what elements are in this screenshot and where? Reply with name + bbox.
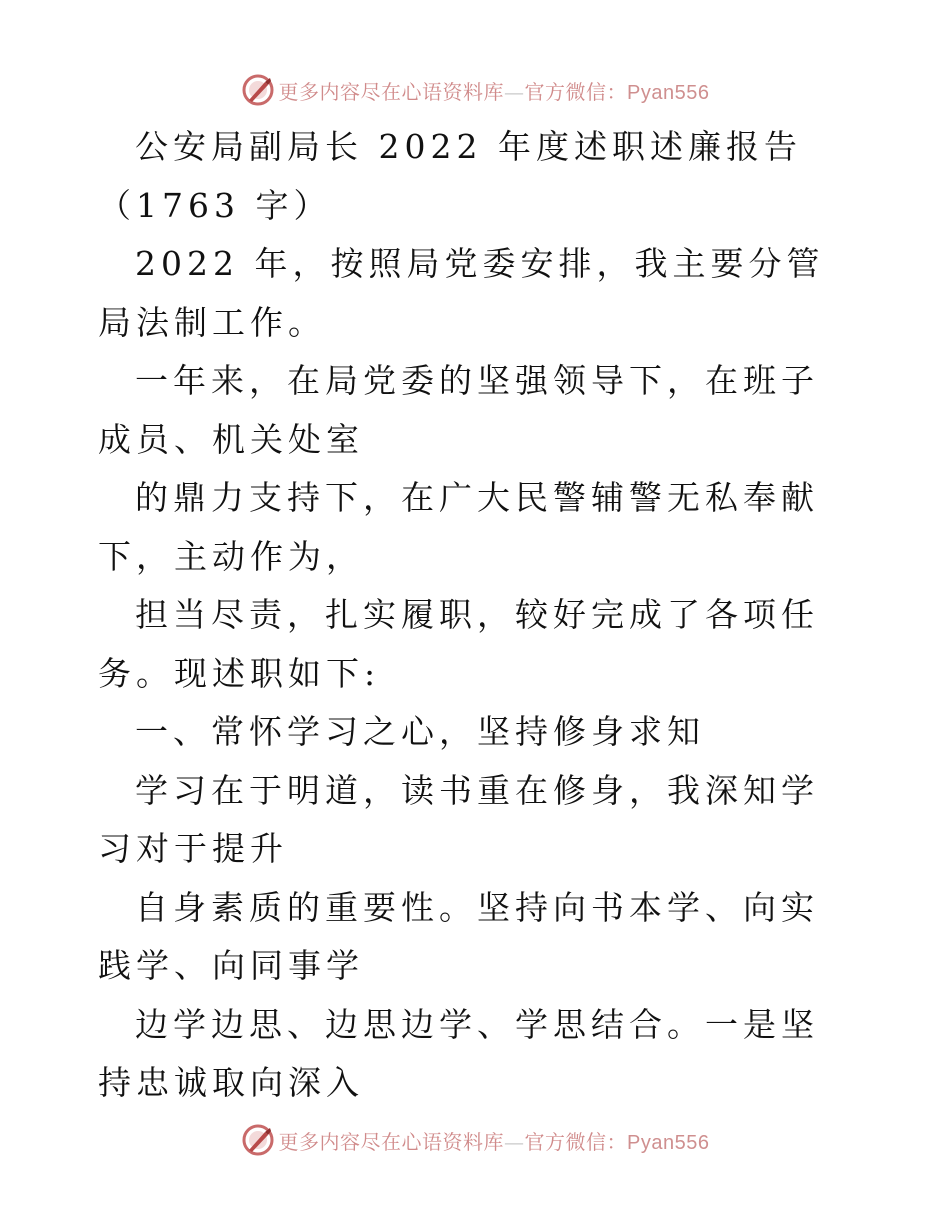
watermark-wechat-label: 官方微信： [524,1129,628,1154]
watermark-wechat-id: Pyan556 [627,1131,710,1154]
watermark-separator: — [504,1129,525,1154]
pen-circle-logo-icon [241,1123,275,1157]
watermark-wechat-label: 官方微信： [524,79,628,104]
paragraph-3: 的鼎力支持下，在广大民警辅警无私奉献下，主动作为， [98,478,819,576]
paragraph-7: 自身素质的重要性。坚持向书本学、向实践学、向同事学 [98,887,819,985]
paragraph-4: 担当尽责，扎实履职，较好完成了各项任务。现述职如下: [98,595,819,693]
footer-watermark-banner [0,1120,950,1160]
watermark-site-text: 更多内容尽在心语资料库 [278,1129,505,1154]
paragraph-1: 2022 年，按照局党委安排，我主要分管局法制工作。 [98,244,825,342]
paragraph-8: 边学边思、边思边学、学思结合。一是坚持忠诚取向深入 [98,1004,819,1102]
watermark-text [279,1126,710,1155]
pen-circle-logo-icon [241,73,275,107]
paragraph-6: 学习在于明道，读书重在修身，我深知学习对于提升 [98,770,819,868]
document-body [98,118,856,1113]
paragraph-2: 一年来，在局党委的坚强领导下，在班子成员、机关处室 [98,361,819,459]
watermark-text [279,76,710,105]
section-heading-1: 一、常怀学习之心，坚持修身求知 [135,712,705,751]
watermark-wechat-id: Pyan556 [627,81,710,104]
header-watermark-banner [0,70,950,110]
watermark-site-text: 更多内容尽在心语资料库 [278,79,505,104]
document-title: 公安局副局长 2022 年度述职述廉报告（1763 字） [98,127,802,225]
watermark-separator: — [504,79,525,104]
